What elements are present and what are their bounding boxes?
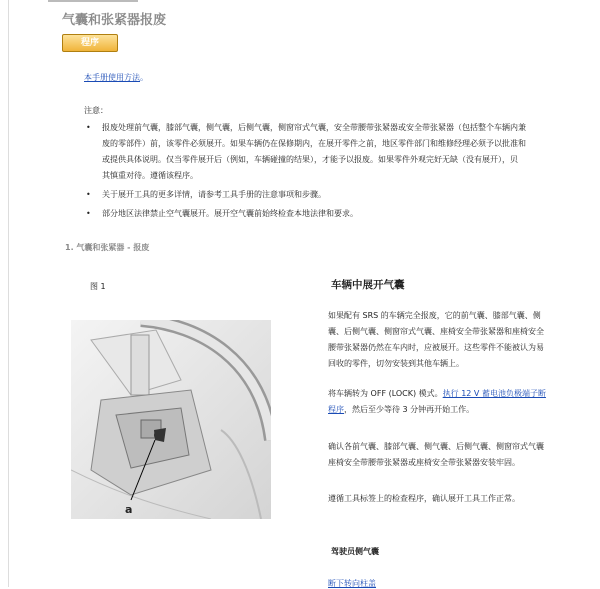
paragraph-line: 座椅安全带腰带张紧器或座椅安全带张紧器安装牢固。 (328, 458, 520, 467)
paragraph-confirm (328, 439, 565, 471)
paragraph-srs (328, 308, 565, 372)
steering-wheel-figure (71, 320, 271, 519)
battery-disconnect-link[interactable]: 执行 12 V 蓄电池负极端子断 (442, 389, 546, 398)
figure-label: 图 1 (90, 282, 106, 291)
manual-usage-suffix: 。 (140, 73, 148, 82)
note-line: 报废处理前气囊，膝部气囊，侧气囊，后侧气囊，侧窗帘式气囊，安全带腰带张紧器或安全带张紧器（包括整个车辆内兼 (102, 123, 526, 132)
paragraph-line: 囊、后侧气囊、侧窗帘式气囊、座椅安全带张紧器和座椅安全 (328, 327, 544, 336)
paragraph-line: 如果配有 SRS 的车辆完全报废，它的前气囊、膝部气囊、侧 (328, 311, 541, 320)
paragraph-battery (328, 386, 565, 418)
right-title: 车辆中展开气囊 (331, 279, 405, 291)
paragraph-line: 遵循工具标签上的检查程序，确认展开工具工作正常。 (328, 494, 520, 503)
figure-callout-a: a (125, 503, 133, 516)
bullet: • (86, 123, 91, 132)
bullet: • (86, 209, 91, 218)
steering-column-cover-link[interactable]: 断下转向柱盖 (328, 579, 376, 588)
note-line: 废的零部件）前，该零件必须展开。如果车辆仍在保修期内，在展开零件之前，地区零件部门和维修经理必须予以批准和 (102, 139, 526, 148)
paragraph-line: 回收的零件，切勿安装到其他车辆上。 (328, 359, 464, 368)
battery-prefix: 将车辆转为 OFF (LOCK) 模式。 (328, 389, 443, 398)
procedure-button[interactable]: 程序 (62, 34, 118, 52)
note-line: 关于展开工具的更多详情，请参考工具手册的注意事项和步骤。 (102, 190, 326, 199)
driver-airbag-heading: 驾驶员侧气囊 (331, 547, 379, 556)
bullet: • (86, 190, 91, 199)
page-left-border (8, 0, 9, 587)
note-line: 或提供具体说明。仅当零件展开后（例如，车辆碰撞的结果），才能予以报废。如果零件外观完好无缺（没有展开），贝 (102, 155, 518, 164)
paragraph-line (328, 402, 565, 418)
battery-suffix: ，然后至少等待 3 分钟再开始工作。 (344, 405, 475, 414)
note-label: 注意： (84, 106, 108, 115)
manual-usage-line (84, 72, 148, 83)
note-item (84, 120, 564, 184)
manual-usage-link[interactable]: 本手册使用方法 (84, 73, 140, 82)
top-divider (48, 0, 138, 2)
note-line: 部分地区法律禁止空气囊展开。展开空气囊前始终检查本地法律和要求。 (102, 209, 358, 218)
note-item (84, 206, 564, 222)
note-item (84, 187, 564, 203)
paragraph-tool-check (328, 491, 565, 507)
paragraph-line: 确认各前气囊、膝部气囊、侧气囊、后侧气囊、侧窗帘式气囊 (328, 442, 544, 451)
note-line: 其慎重对待。遵循该程序。 (102, 171, 198, 180)
notes-list (84, 120, 564, 225)
steering-column-cover-line (328, 578, 376, 589)
battery-disconnect-link-cont[interactable]: 程序 (328, 405, 344, 414)
paragraph-line: 腰带张紧器仍然在车内时，应被展开。这些零件不能被认为易 (328, 343, 544, 352)
section-heading: 1. 气囊和张紧器 - 报废 (65, 243, 150, 252)
page-title: 气囊和张紧器报废 (62, 13, 167, 28)
paragraph-line (328, 386, 565, 402)
